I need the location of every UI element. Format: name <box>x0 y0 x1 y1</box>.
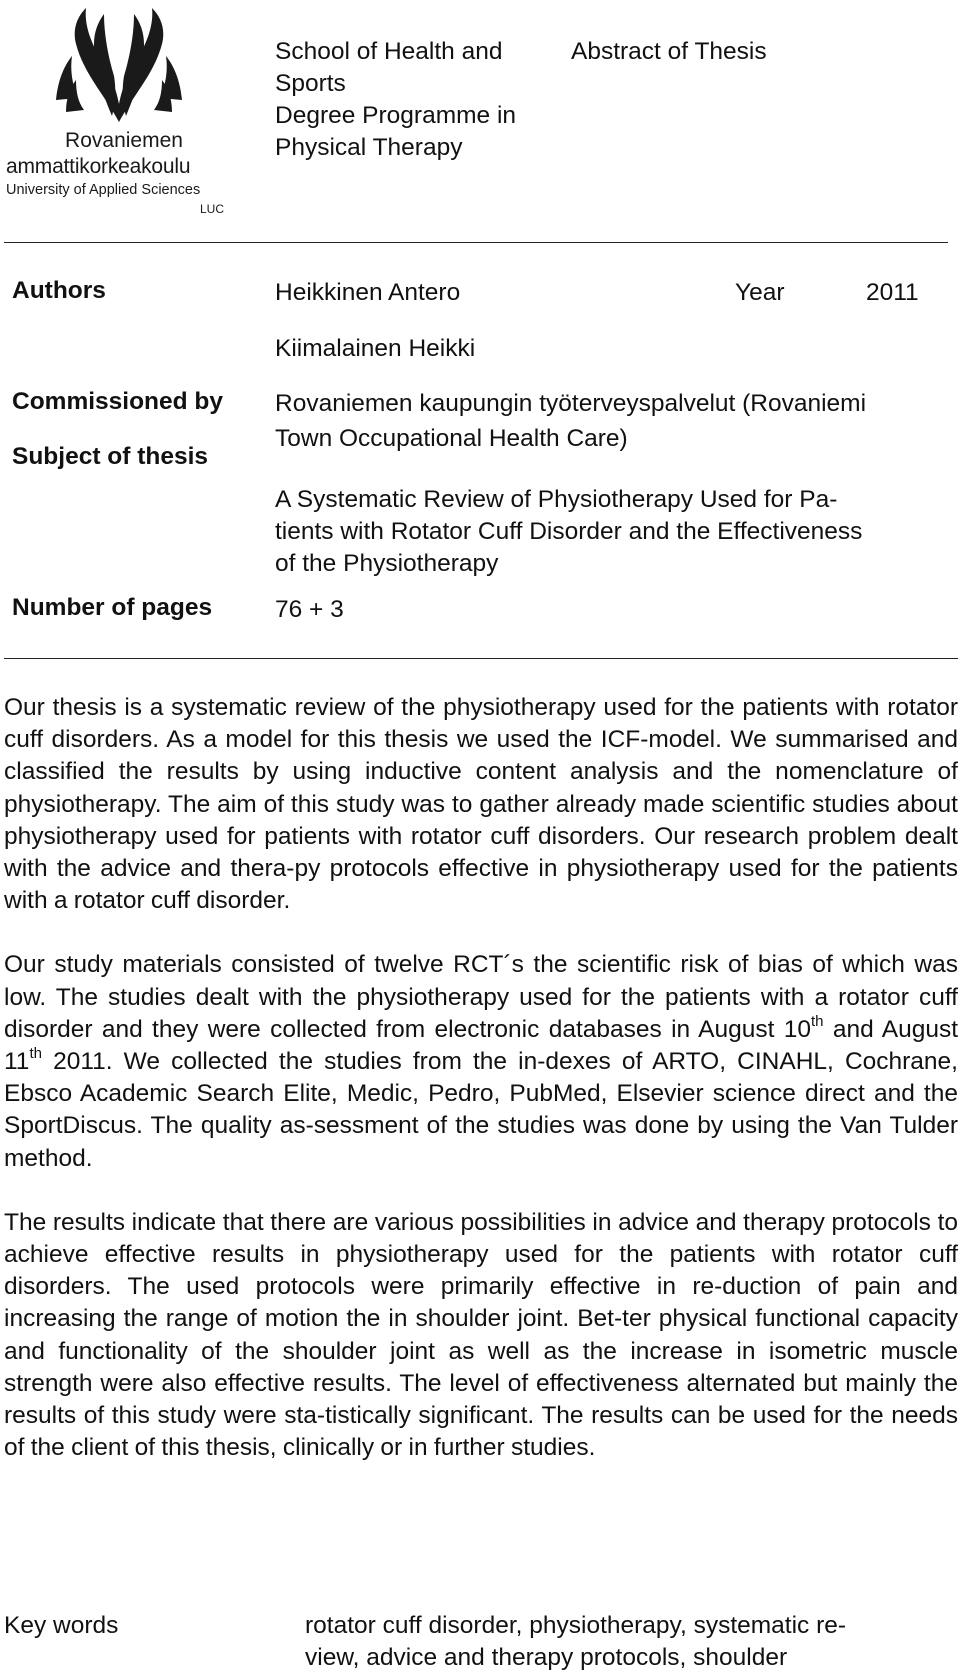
year-label: Year <box>735 279 785 306</box>
author-name: Kiimalainen Heikki <box>275 335 476 362</box>
ordinal-suffix: th <box>29 1045 42 1063</box>
document-type-title: Abstract of Thesis <box>571 38 767 65</box>
logo-text-line1: Rovaniemen <box>65 129 183 152</box>
ordinal-suffix: th <box>811 1012 824 1030</box>
header-divider <box>4 242 948 243</box>
section-divider <box>4 658 958 659</box>
logo-emblem-icon <box>44 4 194 124</box>
logo-text-line4: LUC <box>200 202 225 216</box>
university-logo <box>4 4 228 216</box>
abstract-paragraph <box>4 949 958 1174</box>
school-line: School of Health and <box>275 38 503 65</box>
abstract-text: and August 11 <box>4 1015 959 1076</box>
year-value: 2011 <box>866 279 919 306</box>
commissioned-by-label: Commissioned by <box>12 388 224 415</box>
commissioned-line: Rovaniemen kaupungin työterveyspalvelut (Rovaniemi <box>275 390 867 417</box>
keywords-value <box>305 1610 935 1674</box>
logo-text-line2: ammattikorkeakoulu <box>6 155 191 178</box>
subject-line: of the Physiotherapy <box>275 550 499 577</box>
commissioned-line: Town Occupational Health Care) <box>275 425 628 452</box>
subject-line: A Systematic Review of Physiotherapy Used for Pa- <box>275 486 838 513</box>
abstract-paragraph: Our thesis is a systematic review of the physiotherapy used for the patients with rotator cuff disorders. As a model for this thesis we used the ICF-model. We summarised and classified the results by using inductive content analysis and the nomenclature of physiotherapy. The aim of this study was to gather already made scientific studies about physiotherapy used for patients with rotator cuff disorders. Our research problem dealt with the advice and thera-py protocols effective in physiotherapy used for the patients with a rotator cuff disorder. <box>4 694 958 915</box>
authors-label: Authors <box>12 277 106 304</box>
keywords-line: view, advice and therapy protocols, shoulder <box>305 1644 788 1671</box>
keywords-label: Key words <box>4 1612 119 1639</box>
subject-value <box>275 484 862 580</box>
abstract-paragraph: The results indicate that there are various possibilities in advice and therapy protocols to achieve effective results in physiotherapy used for the patients with rotator cuff disorders. The used protocols were primarily effective in re-duction of pain and increasing the range of motion the in shoulder joint. Bet-ter physical functional capacity and functionality of the shoulder joint as well as the increase in isometric muscle strength were also effective results. The level of effectiveness alternated but mainly the results of this study were sta-tistically significant. The results can be used for the needs of the client of this thesis, clinically or in further studies. <box>4 1208 958 1462</box>
abstract-text: 2011. We collected the studies from the in-dexes of ARTO, CINAHL, Cochrane, Ebsco Academic Search Elite, Medic, Pedro, PubMed, Elsevier science direct and the SportDiscus. The quality as-sessment of the studies was done by using the Van Tulder method. <box>4 1048 958 1172</box>
commissioned-by-value <box>275 388 866 455</box>
school-line: Degree Programme in <box>275 102 517 129</box>
subject-line: tients with Rotator Cuff Disorder and the Effectiveness <box>275 518 863 545</box>
subject-label: Subject of thesis <box>12 443 209 470</box>
school-line: Physical Therapy <box>275 134 463 161</box>
logo-text-line3: University of Applied Sciences <box>6 182 201 198</box>
author-name: Heikkinen Antero <box>275 279 461 306</box>
school-programme-block <box>275 36 555 164</box>
abstract-text: Our study materials consisted of twelve RCT´s the scientific risk of bias of which was low. The studies dealt with the physiotherapy used for the patients with a rotator cuff disorder and they were collected from electronic databases in August 10 <box>4 951 958 1043</box>
keywords-line: rotator cuff disorder, physiotherapy, systematic re- <box>305 1612 847 1639</box>
abstract-body <box>4 692 958 1496</box>
school-line: Sports <box>275 70 346 97</box>
number-of-pages-label: Number of pages <box>12 594 213 621</box>
number-of-pages-value: 76 + 3 <box>275 596 344 623</box>
